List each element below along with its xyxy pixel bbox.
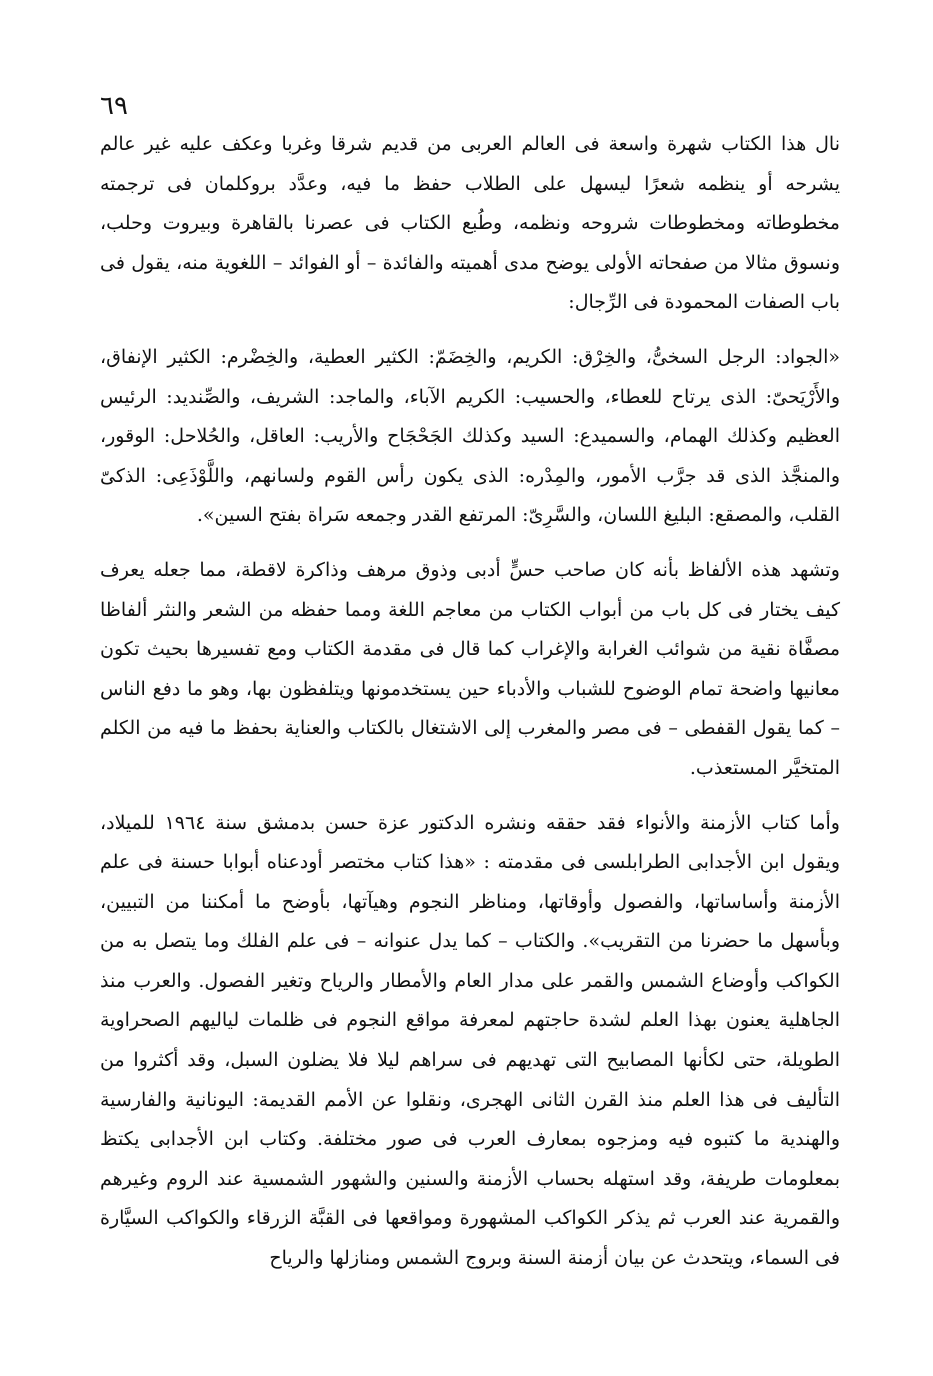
page-number: ٦٩ bbox=[100, 91, 128, 121]
paragraph-azmina-book: وأما كتاب الأزمنة والأنواء فقد حققه ونشره الدكتور عزة حسن بدمشق سنة ١٩٦٤ للميلاد، ويقول ابن الأجدابى الطرابلسى فى مقدمته : «هذا كتاب مختصر أودعناه أبوابا حسنة فى علم الأزمنة وأساساتها، والفصول وأوقاتها، ومناظر النجوم وهيآتها، بأوضح ما أمكننا من التبيين، وبأسهل ما حضرنا من التقريب». والكتاب – كما يدل عنوانه – فى علم الفلك وما يتصل به من الكواكب وأوضاع الشمس والقمر على مدار العام والأمطار والرياح وتغير الفصول. والعرب منذ الجاهلية يعنون بهذا العلم لشدة حاجتهم لمعرفة مواقع النجوم فى ظلمات لياليهم الصحراوية الطويلة، حتى لكأنها المصابيح التى تهديهم فى سراهم ليلا فلا يضلون السبل، وقد أكثروا من التأليف فى هذا العلم منذ القرن الثانى الهجرى، ونقلوا عن الأمم القديمة: اليونانية والفارسية والهندية ما كتبوه فيه ومزجوه بمعارف العرب فى صور مختلفة. وكتاب ابن الأجدابى يكتظ بمعلومات طريفة، وقد استهله بحساب الأزمنة والسنين والشهور الشمسية عند الروم وغيرهم والقمرية عند العرب ثم يذكر الكواكب المشهورة ومواقعها فى القبَّة الزرقاء والكواكب السيَّارة فى السماء، ويتحدث عن بيان أزمنة السنة وبروج الشمس ومنازلها والرياح bbox=[100, 811, 840, 1270]
paragraph-intro: نال هذا الكتاب شهرة واسعة فى العالم العربى من قديم شرقا وغربا وعكف عليه غير عالم يشرحه أو ينظمه شعرًا ليسهل على الطلاب حفظ ما فيه، وعدَّد بروكلمان فى ترجمته مخطوطاته ومخطوطات شروحه ونظمه، وطُبع الكتاب فى عصرنا بالقاهرة وبيروت وحلب، ونسوق مثالا من صفحاته الأولى يوضح مدى أهميته والفائدة – أو الفوائد – اللغوية منه، يقول فى باب الصفات المحمودة فى الرِّجال: bbox=[100, 133, 840, 314]
paragraph-commentary: وتشهد هذه الألفاظ بأنه كان صاحب حسٍّ أدبى وذوق مرهف وذاكرة لاقطة، مما جعله يعرف كيف يختار فى كل باب من أبواب الكتاب من معاجم اللغة ومما حفظه من الشعر والنثر ألفاظا مصفَّاة نقية من شوائب الغرابة والإغراب كما قال فى مقدمة الكتاب ومع تفسيرها بحيث تكون معانيها واضحة تمام الوضوح للشباب والأدباء حين يستخدمونها ويتلفظون بها، وهو ما دفع الناس – كما يقول القفطى – فى مصر والمغرب إلى الاشتغال بالكتاب والعناية بحفظ ما فيه من الكلم المتخيَّر المستعذب. bbox=[100, 558, 840, 779]
body-text bbox=[100, 125, 840, 1279]
paragraph-quotation: «الجواد: الرجل السخىُّ، والخِرْق: الكريم، والخِضَمّ: الكثير العطية، والخِضْرم: الكثير الإنفاق، والأَرْيَحىّ: الذى يرتاح للعطاء، والحسيب: الكريم الآباء، والماجد: الشريف، والصِّنديد: الرئيس العظيم وكذلك الهمام، والسميدع: السيد وكذلك الجَحْجَاح والأريب: العاقل، والحُلاحل: الوقور، والمنجَّذ الذى قد جرَّب الأمور، والمِدْره: الذى يكون رأس القوم ولسانهم، واللَّوْذَعِى: الذكىّ القلب، والمصقع: البليغ اللسان، والسَّرِىّ: المرتفع القدر وجمعه سَراة بفتح السين». bbox=[100, 345, 840, 527]
